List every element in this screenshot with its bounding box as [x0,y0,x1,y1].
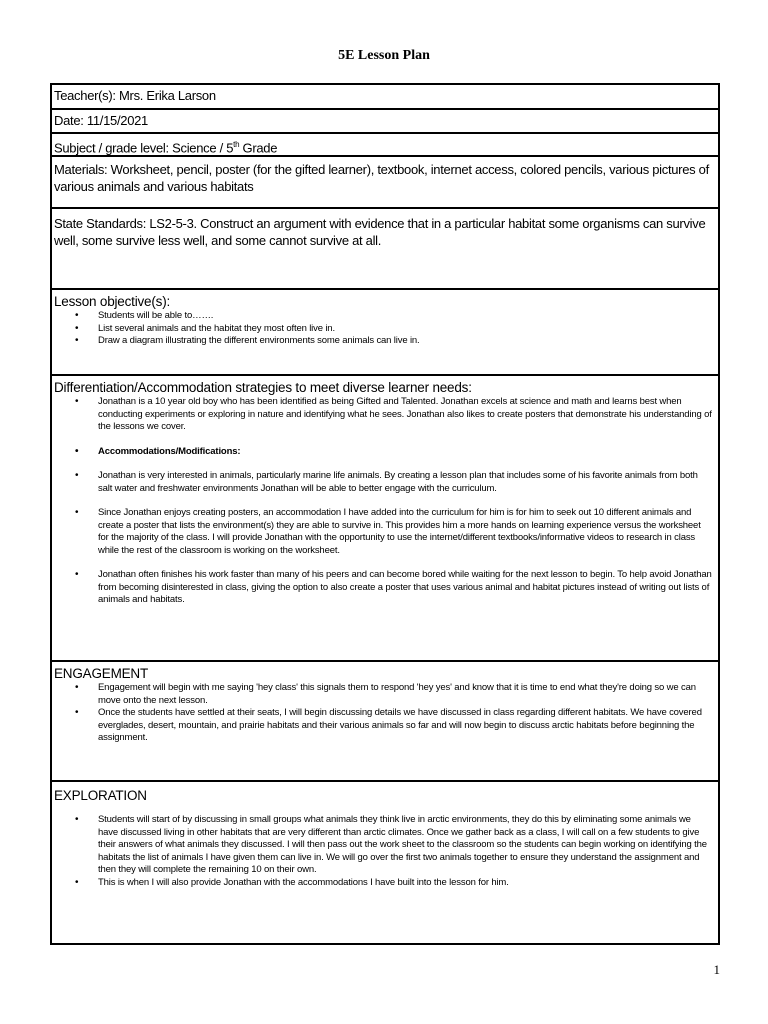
exploration-list [52,814,718,889]
standards-row [52,209,718,290]
list-item: • Jonathan is a 10 year old boy who has been identified as being Gifted and Talented. Jonathan excels at science and math and learns best when conducting experiments or exploring in nature and identifying what he sees. Jonathan also likes to create posters that demonstrate his understanding of the lessons we cover. [98,396,718,434]
list-item: • This is when I will also provide Jonathan with the accommodations I have built into the lesson for him. [98,877,718,890]
page-number: 1 [713,962,720,977]
objectives-row [52,290,718,376]
differentiation-row [52,376,718,662]
engagement-heading: ENGAGEMENT [54,666,149,681]
subject-suffix: Grade [239,140,278,156]
list-item: • Draw a diagram illustrating the different environments some animals can live in. [98,335,718,348]
list-item: • Jonathan is very interested in animals, particularly marine life animals. By creating a lesson plan that includes some of his favorite animals from both salt water and freshwater environments Jonathan will be able to better engage with the curriculum. [98,470,718,495]
list-item: • Accommodations/Modifications: [98,446,718,459]
teacher-row [52,85,718,110]
list-item: • List several animals and the habitat they most often live in. [98,323,718,336]
differentiation-heading: Differentiation/Accommodation strategies to meet diverse learner needs: [54,380,472,395]
materials-label: Materials: Worksheet, pencil, poster (for the gifted learner), textbook, internet access, colored pencils, various pictures of various animals and various habitats [54,162,709,194]
differentiation-list [52,396,718,607]
subject-prefix: Subject / grade level: Science / 5 [54,140,234,156]
subject-row [52,134,718,157]
engagement-row [52,662,718,782]
subject-label [52,134,718,156]
materials-row [52,157,718,209]
objectives-list [52,310,718,348]
list-item: • Since Jonathan enjoys creating posters, an accommodation I have added into the curriculum for him is for him to seek out 10 different animals and create a poster that lists the environment(s) they are able to survive in. This provides him a more hands on learning experience versus the worksheet for the majority of the class. I will provide Jonathan with the opportunity to use the internet/different textbooks/informative videos to research in class while the rest of the classroom is working on the worksheet. [98,507,718,557]
exploration-row [52,782,718,943]
engagement-list [52,682,718,745]
list-item: • Students will start of by discussing in small groups what animals they think live in arctic environments, they do this by eliminating some animals we have discussed living in other habitats that are very different than arctic climates. Once we gather back as a class, I will call on a few students to give their answers of what animals they discussed. I will then pass out the work sheet to the classroom so the students can begin working on identifying the habitats the list of animals I have given them can live in. We will go over the first two animals together to ensure they understand the assignment and then they will complete the remaining 10 on their own. [98,814,718,877]
list-item: • Once the students have settled at their seats, I will begin discussing details we have discussed in class regarding different habitats. We have covered everglades, desert, mountain, and prairie habitats and their various animals so far and will now begin to discuss arctic habitats before beginning the assignment. [98,707,718,745]
objectives-heading: Lesson objective(s): [54,294,171,309]
teacher-label: Teacher(s): Mrs. Erika Larson [54,88,216,103]
list-item: • Engagement will begin with me saying 'hey class' this signals them to respond 'hey yes' and know that it is time to end what they're doing so we can move onto the next lesson. [98,682,718,707]
standards-label: State Standards: LS2-5-3. Construct an argument with evidence that in a particular habitat some organisms can survive well, some survive less well, and some cannot survive at all. [54,216,706,248]
date-label: Date: 11/15/2021 [54,113,148,128]
list-item: • Jonathan often finishes his work faster than many of his peers and can become bored while waiting for the next lesson to begin. To help avoid Jonathan from becoming disinterested in class, giving the option to also create a poster that uses various animal and habitat pictures instead of writing out lists of animals and habitats. [98,569,718,607]
date-row [52,110,718,134]
list-item: • Students will be able to……. [98,310,718,323]
lesson-plan-table [50,83,720,945]
exploration-heading: EXPLORATION [54,788,147,803]
subject-sup: th [233,140,240,149]
document-title: 5E Lesson Plan [338,48,430,63]
